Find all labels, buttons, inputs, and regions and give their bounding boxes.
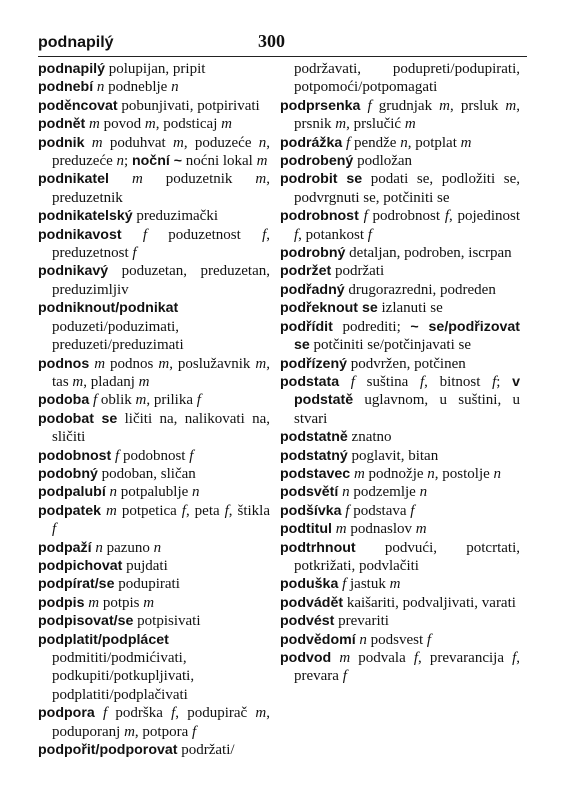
translation-text: pujdati: [122, 557, 168, 574]
gender-label: n: [427, 465, 435, 482]
dictionary-entry: [280, 152, 520, 170]
dictionary-entry: [38, 60, 270, 78]
translation-text: , podupirač: [175, 705, 256, 722]
translation-text: izlanuti se: [377, 300, 443, 317]
headword: podržet: [280, 263, 332, 280]
headword: podpořit/podporovat: [38, 742, 178, 759]
translation-text: potpis: [99, 594, 144, 611]
gender-label: f: [262, 226, 267, 243]
headword: podnos: [38, 355, 90, 372]
dictionary-entry: [280, 502, 520, 520]
translation-text: podržati: [331, 263, 385, 280]
headword: podrobnost: [280, 208, 359, 225]
gender-label: m: [124, 723, 135, 740]
gender-label: f: [132, 245, 137, 262]
gender-label: f: [444, 208, 449, 225]
gender-label: m: [91, 134, 103, 151]
gender-label: f: [192, 723, 197, 740]
headword: poděncovat: [38, 97, 118, 114]
dictionary-entry: [280, 207, 520, 244]
dictionary-entry: [280, 465, 520, 483]
gender-label: f: [171, 705, 176, 722]
headword: podnikavost: [38, 226, 122, 243]
gender-label: m: [94, 355, 106, 372]
gender-label: f: [346, 134, 351, 151]
dictionary-entry: [38, 299, 270, 354]
headword: podtrhnout: [280, 539, 356, 556]
gender-label: f: [342, 576, 347, 593]
translation-text: ličiti na, nalikovati na, sličiti: [52, 410, 271, 446]
translation-text: grudnjak: [371, 97, 440, 114]
dictionary-entry: [280, 244, 520, 262]
dictionary-entry: [38, 741, 270, 759]
dictionary-entry: [280, 281, 520, 299]
translation-text: poduzetan, preduzetan, preduzimljiv: [52, 263, 270, 298]
gender-label: f: [224, 502, 229, 519]
headword: podvádět: [280, 594, 344, 611]
dictionary-entry: [280, 594, 520, 612]
translation-text: podoban, sličan: [97, 465, 196, 482]
headword: podnapilý: [38, 61, 105, 77]
dictionary-entry: [38, 97, 270, 115]
translation-text: , podsticaj: [155, 116, 222, 133]
dictionary-entry: [38, 539, 270, 557]
translation-text: podneblje: [104, 79, 172, 96]
headword: podnět: [38, 116, 86, 133]
translation-text: , štikla: [228, 502, 271, 519]
headword: podniknout/podnikat: [38, 300, 179, 317]
gender-label: m: [335, 521, 347, 538]
headword: podstatný: [280, 447, 348, 464]
dictionary-entry: [38, 134, 270, 171]
headword: podnikavý: [38, 263, 109, 280]
headword: podnikatel: [38, 171, 109, 188]
dictionary-entry: [280, 262, 520, 280]
translation-text: podvući, potcrtati, potkrižati, podvlačiti: [294, 539, 520, 574]
translation-text: potpisivati: [133, 613, 201, 630]
gender-label: n: [109, 484, 118, 501]
gender-label: n: [400, 134, 408, 151]
translation-text: [85, 135, 92, 151]
headword: podstatně: [280, 429, 348, 446]
gender-label: m: [439, 97, 450, 114]
gender-label: m: [158, 355, 170, 372]
gender-label: f: [142, 226, 148, 243]
dictionary-entry: [280, 539, 520, 576]
gender-label: f: [426, 631, 432, 648]
translation-text: pendže: [350, 134, 401, 151]
translation-text: ;: [124, 153, 132, 170]
gender-label: m: [460, 134, 472, 151]
translation-text: podzemlje: [349, 484, 420, 501]
headword: podšívka: [280, 502, 342, 519]
gender-label: m: [89, 116, 100, 133]
headword: podobný: [38, 465, 98, 482]
translation-text: poglavit, bitan: [347, 447, 439, 464]
translation-text: [360, 98, 367, 114]
translation-text: potpalublje: [117, 484, 193, 501]
headword: noční ~: [131, 153, 183, 170]
gender-label: f: [102, 705, 108, 722]
gender-label: m: [255, 355, 267, 372]
translation-text: oblik: [97, 392, 136, 409]
dictionary-entry: [38, 575, 270, 593]
translation-text: , prsnik: [294, 97, 520, 133]
translation-text: podobnost: [119, 447, 190, 464]
gender-label: m: [389, 576, 401, 593]
gender-label: m: [144, 116, 156, 133]
translation-text: uglavnom, u suštini, u stvari: [294, 392, 520, 427]
headword: podřízený: [280, 355, 348, 372]
headword: podstata: [280, 373, 340, 390]
translation-text: prevariti: [334, 613, 389, 630]
gender-label: n: [359, 631, 367, 648]
translation-text: podvržen, potčinen: [347, 355, 466, 372]
translation-text: [122, 227, 143, 243]
gender-label: n: [116, 153, 125, 170]
translation-text: , preduzetnik: [52, 171, 270, 206]
translation-text: pobunjivati, potpirivati: [117, 97, 260, 114]
dictionary-entry: [38, 502, 270, 539]
translation-text: , preduzetnost: [52, 226, 270, 262]
headword: podtitul: [280, 521, 332, 538]
dictionary-entry: [38, 207, 270, 225]
headword: podnikatelský: [38, 208, 133, 225]
translation-text: , potpora: [134, 723, 192, 740]
gender-label: m: [415, 521, 427, 538]
gender-label: n: [192, 484, 200, 501]
headword: podpichovat: [38, 557, 123, 574]
translation-text: , pladanj: [83, 373, 139, 390]
gender-label: m: [173, 134, 184, 151]
translation-text: podstava: [349, 502, 411, 519]
translation-text: podvala: [350, 650, 414, 666]
translation-text: potčiniti se/potčinjavati se: [309, 337, 471, 354]
translation-text: , poslužavnik: [169, 355, 256, 372]
headword: podpírat/se: [38, 576, 115, 593]
translation-text: , bitnost: [424, 373, 493, 390]
dictionary-entry: [280, 60, 520, 97]
gender-label: n: [96, 79, 105, 96]
guide-word: podnapilý: [38, 34, 114, 51]
translation-text: , potankost: [298, 226, 368, 243]
translation-text: [109, 171, 132, 187]
headword: podplatit/podplácet: [38, 631, 169, 648]
gender-label: n: [258, 134, 267, 151]
headword: podpisovat/se: [38, 613, 134, 630]
headword: podrobený: [280, 153, 354, 170]
translation-text: jastuk: [346, 576, 390, 593]
headword: podpatek: [38, 502, 102, 519]
translation-text: , tas: [52, 355, 270, 390]
translation-text: poduzetnik: [142, 171, 256, 188]
gender-label: f: [512, 650, 517, 666]
headword: ~ se/podřizovat se: [294, 318, 520, 354]
translation-text: suština: [354, 373, 420, 390]
dictionary-entry: [280, 355, 520, 373]
dictionary-entry: [38, 704, 270, 741]
gender-label: m: [221, 116, 232, 133]
translation-text: poduzetnost: [147, 226, 263, 243]
headword: podstavec: [280, 465, 351, 482]
dictionary-entry: [38, 78, 270, 96]
dictionary-entry: [38, 557, 270, 575]
gender-label: f: [367, 226, 372, 243]
translation-text: , prevarancija: [418, 650, 513, 666]
gender-label: m: [88, 594, 100, 611]
headword: podprsenka: [280, 97, 361, 114]
dictionary-entry: [38, 631, 270, 705]
headword: podpaží: [38, 539, 92, 556]
dictionary-entry: [280, 428, 520, 446]
translation-text: podnos: [105, 355, 159, 372]
headword: poduška: [280, 576, 339, 593]
gender-label: m: [339, 650, 351, 666]
gender-label: m: [255, 171, 267, 188]
translation-text: podmititi/podmićivati, podkupiti/potkupljivati, podplatiti/podplačivati: [52, 650, 195, 703]
dictionary-entry: [280, 520, 520, 538]
gender-label: m: [404, 116, 416, 133]
dictionary-entry: [280, 447, 520, 465]
dictionary-entry: [280, 575, 520, 593]
dictionary-entry: [38, 465, 270, 483]
translation-text: podrobnost: [367, 208, 445, 225]
translation-text: [339, 374, 351, 390]
translation-text: poduzeti/poduzimati, preduzeti/preduzimati: [52, 318, 184, 354]
translation-text: podati se, podložiti se, podvrgnuti se, potčiniti se: [294, 171, 521, 206]
gender-label: m: [106, 502, 117, 519]
gender-label: m: [255, 705, 267, 722]
translation-text: podložan: [353, 153, 413, 170]
translation-text: [95, 705, 103, 721]
dictionary-entry: [280, 373, 520, 428]
dictionary-entry: [280, 631, 520, 649]
dictionary-entry: [280, 612, 520, 630]
gender-label: f: [115, 447, 120, 464]
translation-text: povod: [99, 116, 145, 133]
headword: podrážka: [280, 134, 343, 151]
headword: podsvětí: [280, 484, 339, 501]
gender-label: f: [52, 521, 57, 538]
translation-text: , prevara: [294, 650, 520, 685]
dictionary-entry: [38, 355, 270, 392]
headword: podrobný: [280, 245, 346, 262]
gender-label: f: [419, 373, 425, 390]
translation-text: drugorazredni, podreden: [344, 281, 496, 298]
translation-text: polupijan, pripit: [105, 61, 206, 77]
translation-text: znatno: [347, 429, 392, 446]
gender-label: f: [294, 226, 299, 243]
dictionary-entry: [38, 115, 270, 133]
headword: podpis: [38, 594, 85, 611]
gender-label: f: [342, 668, 347, 685]
gender-label: n: [153, 539, 162, 556]
translation-text: , peta: [185, 502, 225, 519]
headword: podobnost: [38, 447, 112, 464]
translation-text: podnaslov: [346, 521, 416, 538]
translation-text: , poduzeće: [183, 134, 259, 151]
gender-label: f: [189, 447, 194, 464]
translation-text: , prsluk: [450, 97, 506, 114]
headword: podřadný: [280, 281, 345, 298]
translation-text: podsvest: [366, 631, 427, 648]
headword: podřeknout se: [280, 300, 378, 317]
dictionary-entry: [280, 97, 520, 134]
translation-text: podnožje: [364, 465, 428, 482]
gender-label: m: [72, 373, 84, 390]
gender-label: m: [131, 171, 143, 188]
translation-text: podupirati: [114, 576, 180, 593]
dictionary-entry: [38, 483, 270, 501]
headword: podpora: [38, 705, 95, 722]
dictionary-entry: [280, 649, 520, 686]
translation-text: kaišariti, podvaljivati, varati: [343, 594, 516, 611]
dictionary-entry: [280, 134, 520, 152]
gender-label: f: [492, 373, 497, 390]
translation-text: ;: [496, 373, 513, 390]
page-header: [38, 30, 527, 57]
dictionary-entry: [38, 170, 270, 207]
gender-label: n: [419, 484, 428, 501]
dictionary-entry: [280, 299, 520, 317]
gender-label: f: [413, 650, 419, 666]
gender-label: f: [196, 392, 201, 409]
headword: podrobit se: [280, 171, 363, 188]
headword: podvod: [280, 650, 332, 666]
translation-text: , prilika: [146, 392, 197, 409]
gender-label: n: [171, 79, 179, 96]
translation-text: , potplat: [407, 134, 461, 151]
headword: podvést: [280, 613, 335, 630]
gender-label: m: [256, 153, 268, 170]
dictionary-entry: [280, 170, 520, 207]
right-column: [280, 60, 520, 686]
gender-label: m: [138, 373, 150, 390]
dictionary-entry: [280, 483, 520, 501]
gender-label: m: [143, 594, 155, 611]
dictionary-entry: [280, 318, 520, 355]
headword: podobat se: [38, 410, 118, 427]
gender-label: m: [353, 465, 365, 482]
translation-text: noćni lokal: [182, 153, 257, 170]
translation-text: , pojedinost: [448, 208, 521, 225]
gender-label: f: [410, 502, 415, 519]
gender-label: m: [505, 97, 517, 114]
gender-label: n: [342, 484, 350, 501]
gender-label: f: [92, 392, 98, 409]
page-number: 300: [258, 31, 285, 51]
headword: v podstatě: [294, 373, 520, 409]
headword: podřídit: [280, 318, 333, 335]
gender-label: n: [493, 465, 502, 482]
translation-text: , postolje: [434, 465, 494, 482]
translation-text: pazuno: [102, 539, 154, 556]
translation-text: potpetica: [116, 502, 182, 519]
dictionary-entry: [38, 447, 270, 465]
gender-label: m: [335, 116, 347, 133]
dictionary-entry: [38, 410, 270, 447]
headword: podnik: [38, 134, 85, 151]
translation-text: podržati/: [177, 742, 235, 759]
gender-label: f: [181, 502, 186, 519]
gender-label: m: [135, 392, 147, 409]
translation-text: detaljan, podroben, iscrpan: [345, 245, 512, 262]
translation-text: , preduzeće: [52, 134, 271, 170]
translation-text: preduzimački: [132, 208, 219, 225]
gender-label: f: [345, 502, 350, 519]
translation-text: , prslučić: [346, 116, 405, 133]
translation-text: podrška: [107, 705, 172, 722]
translation-text: poduhvat: [102, 134, 173, 151]
headword: podvědomí: [280, 631, 356, 648]
dictionary-entry: [38, 391, 270, 409]
translation-text: podržavati, podupreti/podupirati, potpomoći/potpomagati: [294, 61, 520, 96]
dictionary-entry: [38, 612, 270, 630]
dictionary-entry: [38, 262, 270, 299]
headword: podnebí: [38, 79, 94, 96]
left-column: [38, 60, 270, 759]
translation-text: podrediti;: [332, 318, 411, 335]
dictionary-entry: [38, 594, 270, 612]
headword: podpalubí: [38, 484, 106, 501]
gender-label: f: [350, 373, 355, 390]
gender-label: f: [367, 97, 372, 114]
gender-label: f: [363, 208, 368, 225]
translation-text: , poduporanj: [52, 705, 270, 740]
gender-label: n: [95, 539, 103, 556]
headword: podoba: [38, 392, 90, 409]
dictionary-entry: [38, 226, 270, 263]
